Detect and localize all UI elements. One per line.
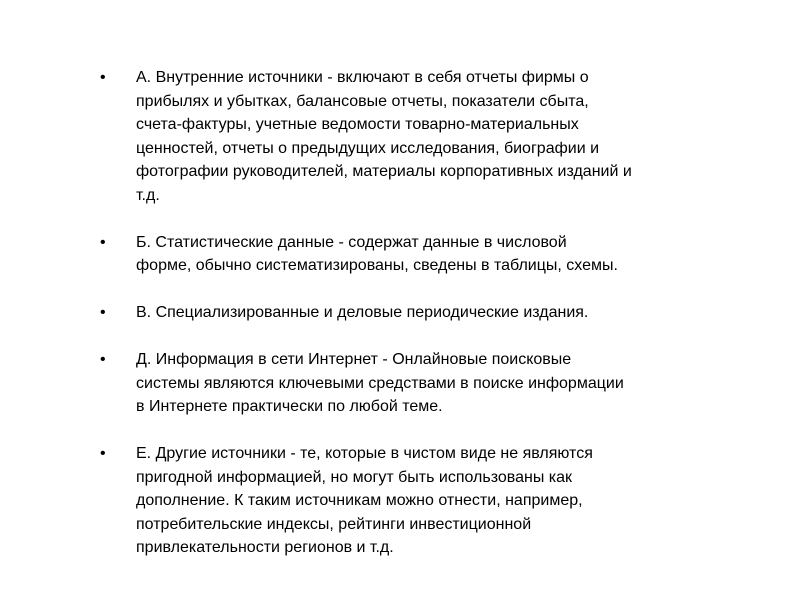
text-line: В. Специализированные и деловые периодические издания. [136,304,589,321]
text-line: т.д. [136,186,160,204]
text-line: А. Внутренние источники - включают в себя отчеты фирмы о [136,69,589,86]
text-line: дополнение. К таким источникам можно отнести, например, [136,492,583,509]
text-line: фотографии руководителей, материалы корпоративных изданий и [136,163,632,180]
text-line: Д. Информация в сети Интернет - Онлайновые поисковые [136,351,572,368]
text-line: ценностей, отчеты о предыдущих исследования, биографии и [136,139,600,157]
text-line: счета-фактуры, учетные ведомости товарно-материальных [136,116,579,133]
text-line: системы являются ключевыми средствами в поиске информации [136,374,624,392]
bullet-item-internal-sources [100,66,740,207]
bullet-dot-icon: • [100,304,106,321]
bullet-dot-icon: • [100,445,106,462]
bullet-dot-icon: • [100,69,106,86]
text-line: прибылях и убытках, балансовые отчеты, показатели сбыта, [136,92,589,110]
text-line: форме, обычно систематизированы, сведены в таблицы, схемы. [136,257,618,274]
bullet-item-statistical-data [100,231,740,278]
bullet-dot-icon: • [100,233,106,251]
text-line: пригодной информацией, но могут быть использованы как [136,468,573,486]
bullet-item-internet-info [100,348,740,419]
text-line: в Интернете практически по любой теме. [136,398,443,415]
bullet-item-periodicals [100,301,740,325]
bullet-item-other-sources [100,442,740,560]
text-line: Б. Статистические данные - содержат данные в числовой [136,233,567,251]
bullet-list [100,66,740,560]
text-line: привлекательности регионов и т.д. [136,539,394,556]
text-line: потребительские индексы, рейтинги инвестиционной [136,515,532,533]
bullet-dot-icon: • [100,351,106,368]
text-line: Е. Другие источники - те, которые в чистом виде не являются [136,445,593,462]
